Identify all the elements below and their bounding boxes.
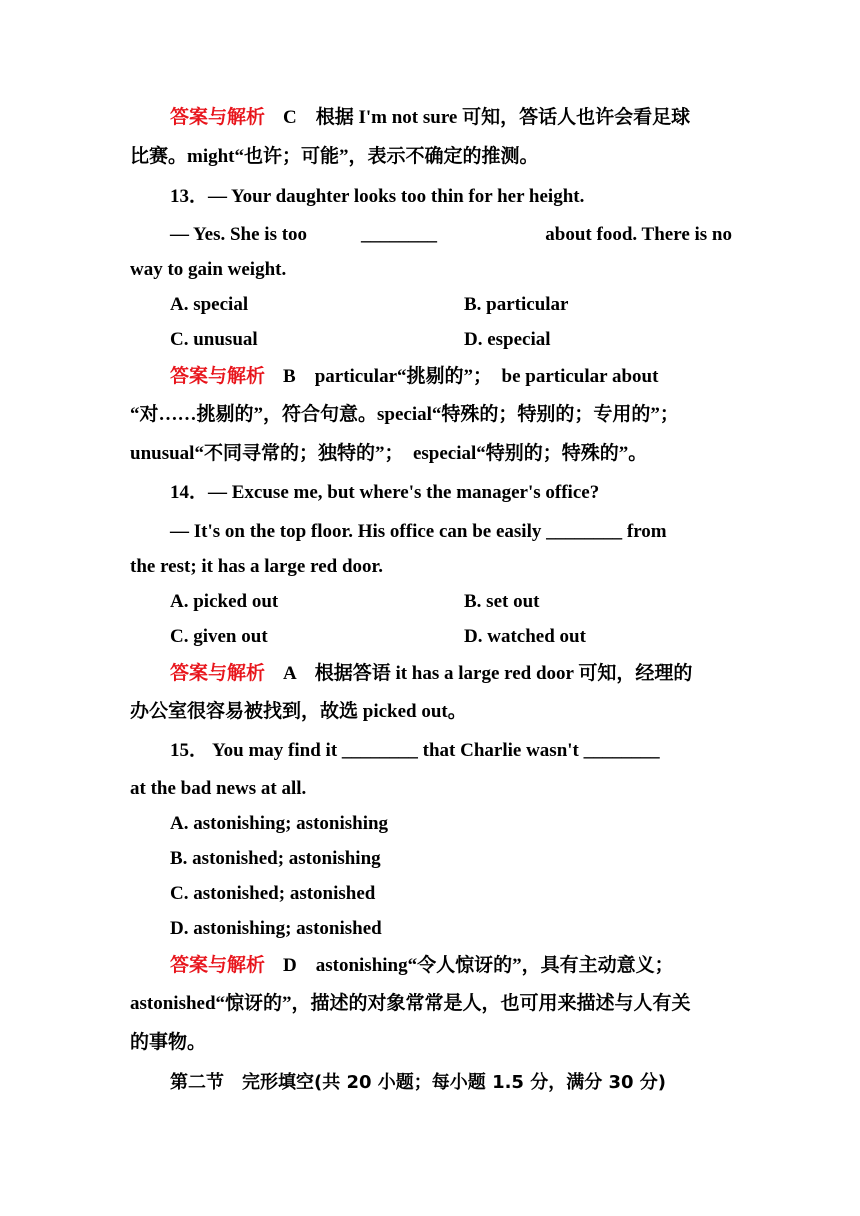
q15-option-d: D. astonishing; astonished <box>170 918 382 939</box>
q14-option-a: A. picked out <box>170 591 279 612</box>
q13-answer-line2: “对……挑剔的”，符合句意。special“特殊的；特别的；专用的”； <box>130 404 679 425</box>
q13-answer-text: B particular“挑剔的”； be particular about <box>283 366 659 387</box>
q13-option-b: B. particular <box>464 294 569 315</box>
q15-answer-text: D astonishing“令人惊讶的”，具有主动意义； <box>283 955 674 976</box>
q15-stem: 15． You may find it ________ that Charlie wasn't ________ <box>170 740 660 761</box>
q13-stem: 13．— Your daughter looks too thin for her height. <box>170 186 585 207</box>
q15-answer-line1 <box>170 952 732 979</box>
q14-answer-line2: 办公室很容易被找到，故选 picked out。 <box>130 701 467 722</box>
q12-answer-text: C 根据 I'm not sure 可知，答话人也许会看足球 <box>283 107 691 128</box>
q13-reply-end: about food. There is no <box>545 224 732 245</box>
answer-tag: 答案与解析 <box>170 954 266 976</box>
q15-option-a: A. astonishing; astonishing <box>170 813 389 834</box>
q13-answer-line3: unusual“不同寻常的；独特的”； especial“特别的；特殊的”。 <box>130 443 648 464</box>
q14-option-d: D. watched out <box>464 626 586 647</box>
q14-answer-text: A 根据答语 it has a large red door 可知，经理的 <box>283 663 693 684</box>
q13-option-d: D. especial <box>464 329 551 350</box>
q13-option-c: C. unusual <box>170 329 258 350</box>
q13-blank: ________ <box>361 224 437 245</box>
answer-tag: 答案与解析 <box>170 365 266 387</box>
answer-tag: 答案与解析 <box>170 662 266 684</box>
q13-reply <box>170 222 732 248</box>
q14-option-c: C. given out <box>170 626 268 647</box>
q12-answer-line1 <box>170 104 732 131</box>
q12-answer-line2: 比赛。might“也许；可能”，表示不确定的推测。 <box>130 146 539 167</box>
q15-answer-line3: 的事物。 <box>130 1032 207 1053</box>
q15-stem-cont: at the bad news at all. <box>130 778 307 799</box>
q14-stem: 14．— Excuse me, but where's the manager's office? <box>170 482 600 503</box>
q15-option-b: B. astonished; astonishing <box>170 848 381 869</box>
q13-option-a: A. special <box>170 294 249 315</box>
q14-reply-cont: the rest; it has a large red door. <box>130 556 383 577</box>
section-title: 第二节 完形填空(共 20 小题；每小题 1.5 分，满分 30 分) <box>170 1072 667 1093</box>
answer-tag: 答案与解析 <box>170 106 266 128</box>
q15-answer-line2: astonished“惊讶的”，描述的对象常常是人，也可用来描述与人有关 <box>130 993 691 1014</box>
q14-reply: — It's on the top floor. His office can be easily ________ from <box>170 521 667 542</box>
q13-reply-start: — Yes. She is too <box>170 224 308 245</box>
q15-option-c: C. astonished; astonished <box>170 883 376 904</box>
q13-answer-line1 <box>170 363 732 390</box>
q14-option-b: B. set out <box>464 591 540 612</box>
q14-answer-line1 <box>170 660 732 687</box>
q13-reply-cont: way to gain weight. <box>130 259 287 280</box>
